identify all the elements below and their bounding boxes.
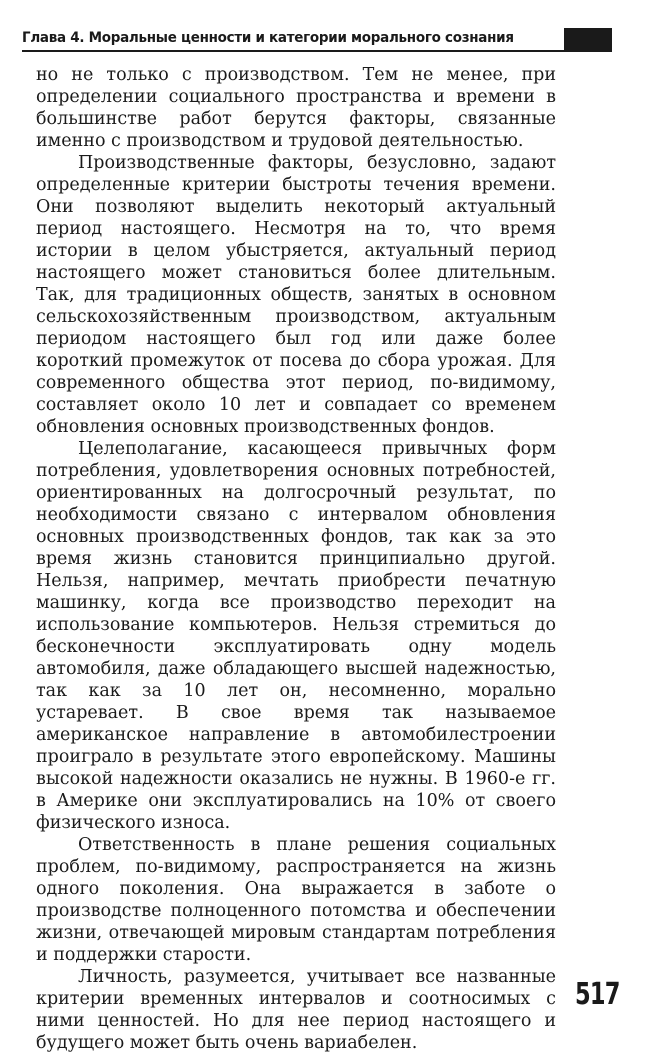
paragraph: Личность, разумеется, учитывает все названные критерии временных интервалов и соотносимых с ними ценностей. Но для нее период настоящего и будущего может быть очень вариабелен. xyxy=(36,967,556,1053)
paragraph: Целеполагание, касающееся привычных форм потребления, удовлетворения основных потребностей, ориентированных на долгосрочный результат, по необходимости связано с интервалом обновления основных производственных фондов, так как за это время жизнь становится принципиально другой. Нельзя, например, мечтать приобрести печатную машинку, когда все производство переходит на использование компьютеров. Нельзя стремиться до бесконечности эксплуатировать одну модель автомобиля, даже обладающего высшей надежностью, так как за 10 лет он, несомненно, морально устаревает. В свое время так называемое американское направление в автомобилестроении проиграло в результате этого европейскому. Машины высокой надежности оказались не нужны. В 1960-е гг. в Америке они эксплуатировались на 10% от своего физического износа. xyxy=(36,439,556,833)
paragraph: Ответственность в плане решения социальных проблем, по-видимому, распространяется на жизнь одного поколения. Она выражается в заботе о производстве полноценного потомства и обеспечении жизни, отвечающей мировым стандартам потребления и поддержки старости. xyxy=(36,835,556,965)
chapter-title: Глава 4. Моральные ценности и категории морального сознания xyxy=(22,30,514,46)
paragraph: Производственные факторы, безусловно, задают определенные критерии быстроты течения времени. Они позволяют выделить некоторый актуальный период настоящего. Несмотря на то, что время истории в целом убыстряется, актуальный период настоящего может становиться более длительным. Так, для традиционных обществ, занятых в основном сельскохозяйственным производством, актуальным периодом настоящего был год или даже более короткий промежуток от посева до сбора урожая. Для современного общества этот период, по-видимому, составляет около 10 лет и совпадает со временем обновления основных производственных фондов. xyxy=(36,153,556,437)
header-rule xyxy=(22,50,612,52)
header-black-block xyxy=(564,28,612,50)
running-head xyxy=(22,28,612,52)
body-text xyxy=(36,64,556,1054)
paragraph-continued: но не только с производством. Тем не менее, при определении социального пространства и времени в большинстве работ берутся факторы, связанные именно с производством и трудовой деятельностью. xyxy=(36,65,556,151)
page-number: 517 xyxy=(575,977,620,1012)
